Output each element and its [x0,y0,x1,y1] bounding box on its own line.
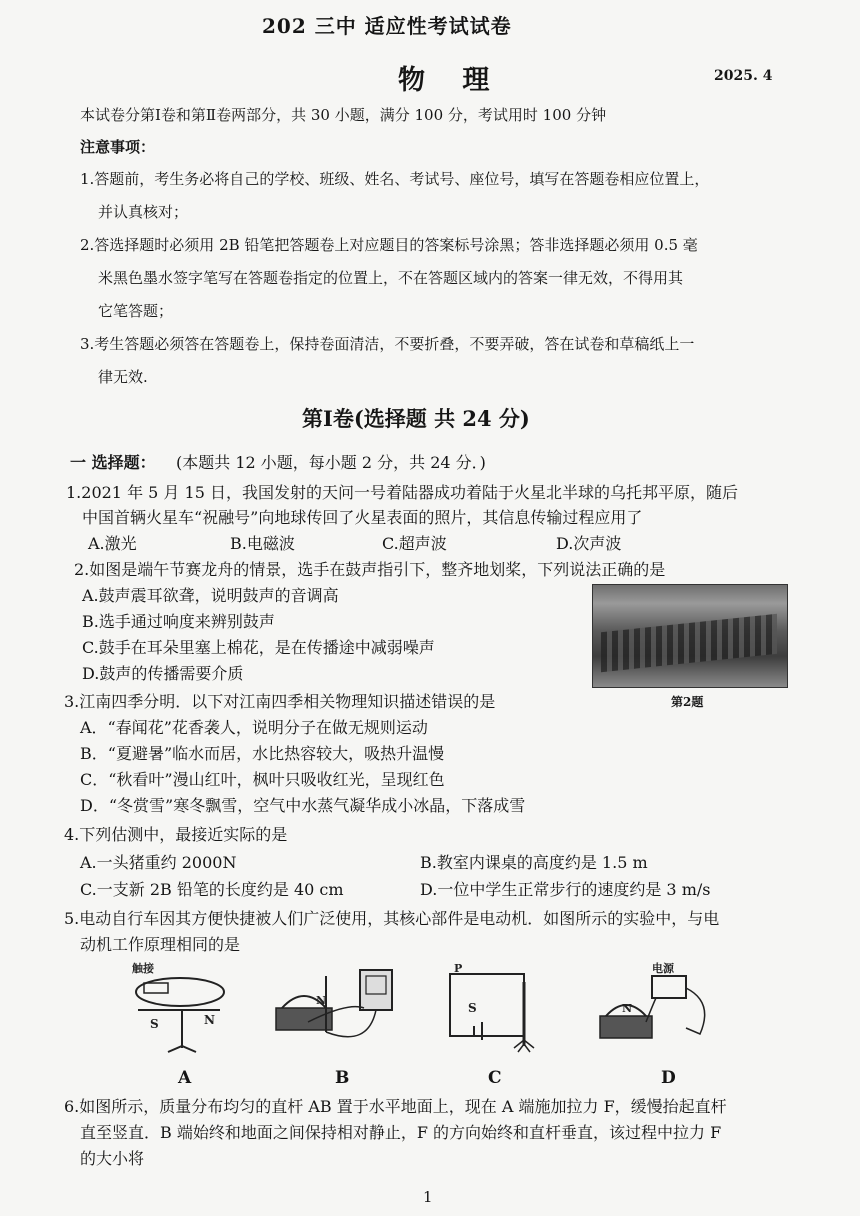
figure-d-power-label: 电源 [652,962,674,975]
figure-a-label-touch: 触接 [132,962,154,975]
note-line: 并认真核对； [98,203,189,221]
question-1-option: D.次声波 [556,534,622,553]
question-4-option: B.教室内课桌的高度约是 1.5 m [420,853,648,872]
question-4-option: C.一支新 2B 铅笔的长度约是 40 cm [80,880,344,899]
figure-label-d: D [661,1068,676,1088]
dragon-boat-photo [592,584,788,688]
figure-b-generator-diagram [268,962,398,1062]
figure-label-c: C [488,1068,502,1088]
question-2-stem: 2.如图是端午节赛龙舟的情景，选手在鼓声指引下，整齐地划桨，下列说法正确的是 [74,560,666,579]
part-label: 一 选择题： [70,453,156,472]
question-5-line: 5.电动自行车因其方便快捷被人们广泛使用，其核心部件是电动机．如图所示的实验中，与电 [64,909,720,928]
note-line: 米黑色墨水签字笔写在答题卷指定的位置上，不在答题区域内的答案一律无效，不得用其 [98,269,684,287]
exam-intro: 本试卷分第Ⅰ卷和第Ⅱ卷两部分，共 30 小题，满分 100 分，考试用时 100 分钟 [80,106,607,124]
question-1-line: 1.2021 年 5 月 15 日，我国发射的天问一号着陆器成功着陆于火星北半球的乌托邦平原，随后 [66,483,738,502]
question-3-option: A．“春闻花”花香袭人，说明分子在做无规则运动 [80,718,428,737]
part-description: (本题共 12 小题，每小题 2 分，共 24 分．) [176,453,486,472]
figure-label-a: A [178,1068,192,1088]
question-5-line: 动机工作原理相同的是 [80,935,241,954]
figure-caption: 第2题 [671,695,704,709]
figure-c-p-label: P [454,962,463,975]
question-4-option: D.一位中学生正常步行的速度约是 3 m/s [420,880,711,899]
section-title: 第Ⅰ卷(选择题 共 24 分) [302,406,530,431]
question-2-option: B.选手通过响度来辨别鼓声 [82,612,275,631]
figure-a-n-label: N [204,1013,215,1027]
exam-date: 2025. 4 [714,68,773,84]
question-6-line: 的大小将 [80,1149,145,1168]
question-1-line: 中国首辆火星车“祝融号”向地球传回了火星表面的照片，其信息传输过程应用了 [82,508,643,527]
question-4-option: A.一头猪重约 2000N [80,853,237,872]
question-3-option: B．“夏避暑”临水而居，水比热容较大，吸热升温慢 [80,744,445,763]
figure-b-n-label: N [316,994,327,1007]
note-line: 1.答题前，考生务必将自己的学校、班级、姓名、考试号、座位号，填写在答题卷相应位置上， [80,170,710,188]
question-1-option: A.激光 [88,534,137,553]
figure-label-b: B [335,1068,350,1088]
figure-a-s-label: S [150,1017,159,1031]
page-number: 1 [423,1188,433,1206]
question-2-option: C.鼓手在耳朵里塞上棉花，是在传播途中减弱噪声 [82,638,435,657]
figure-d-motor-diagram [594,962,724,1062]
question-6-line: 直至竖直．B 端始终和地面之间保持相对静止，F 的方向始终和直杆垂直，该过程中拉力 F [80,1123,722,1142]
question-2-option: A.鼓声震耳欲聋，说明鼓声的音调高 [82,586,339,605]
exam-header: 202 三中 适应性考试试卷 [262,14,512,38]
question-3-option: C．“秋看叶”漫山红叶，枫叶只吸收红光，呈现红色 [80,770,445,789]
figure-d-n-label: N [622,1002,633,1015]
question-1-option: B.电磁波 [230,534,295,553]
question-2-option: D.鼓声的传播需要介质 [82,664,244,683]
note-line: 律无效. [98,368,148,386]
figure-c-electromagnet-diagram [440,962,550,1062]
question-3-stem: 3.江南四季分明．以下对江南四季相关物理知识描述错误的是 [64,692,496,711]
notes-heading: 注意事项： [80,138,156,156]
figure-c-s-label: S [468,1001,477,1015]
note-line: 2.答选择题时必须用 2B 铅笔把答题卷上对应题目的答案标号涂黑；答非选择题必须用 0.5 毫 [80,236,698,254]
note-line: 3.考生答题必须答在答题卷上，保持卷面清洁，不要折叠，不要弄破，答在试卷和草稿纸上一 [80,335,695,353]
question-4-stem: 4.下列估测中，最接近实际的是 [64,825,288,844]
subject-title: 物 理 [398,65,504,96]
figure-a-compass-diagram [120,962,240,1062]
note-line: 它笔答题； [98,302,174,320]
question-3-option: D．“冬赏雪”寒冬飘雪，空气中水蒸气凝华成小冰晶，下落成雪 [80,796,526,815]
question-1-option: C.超声波 [382,534,447,553]
question-6-line: 6.如图所示，质量分布均匀的直杆 AB 置于水平地面上，现在 A 端施加拉力 F，缓慢抬起直杆 [64,1097,727,1116]
